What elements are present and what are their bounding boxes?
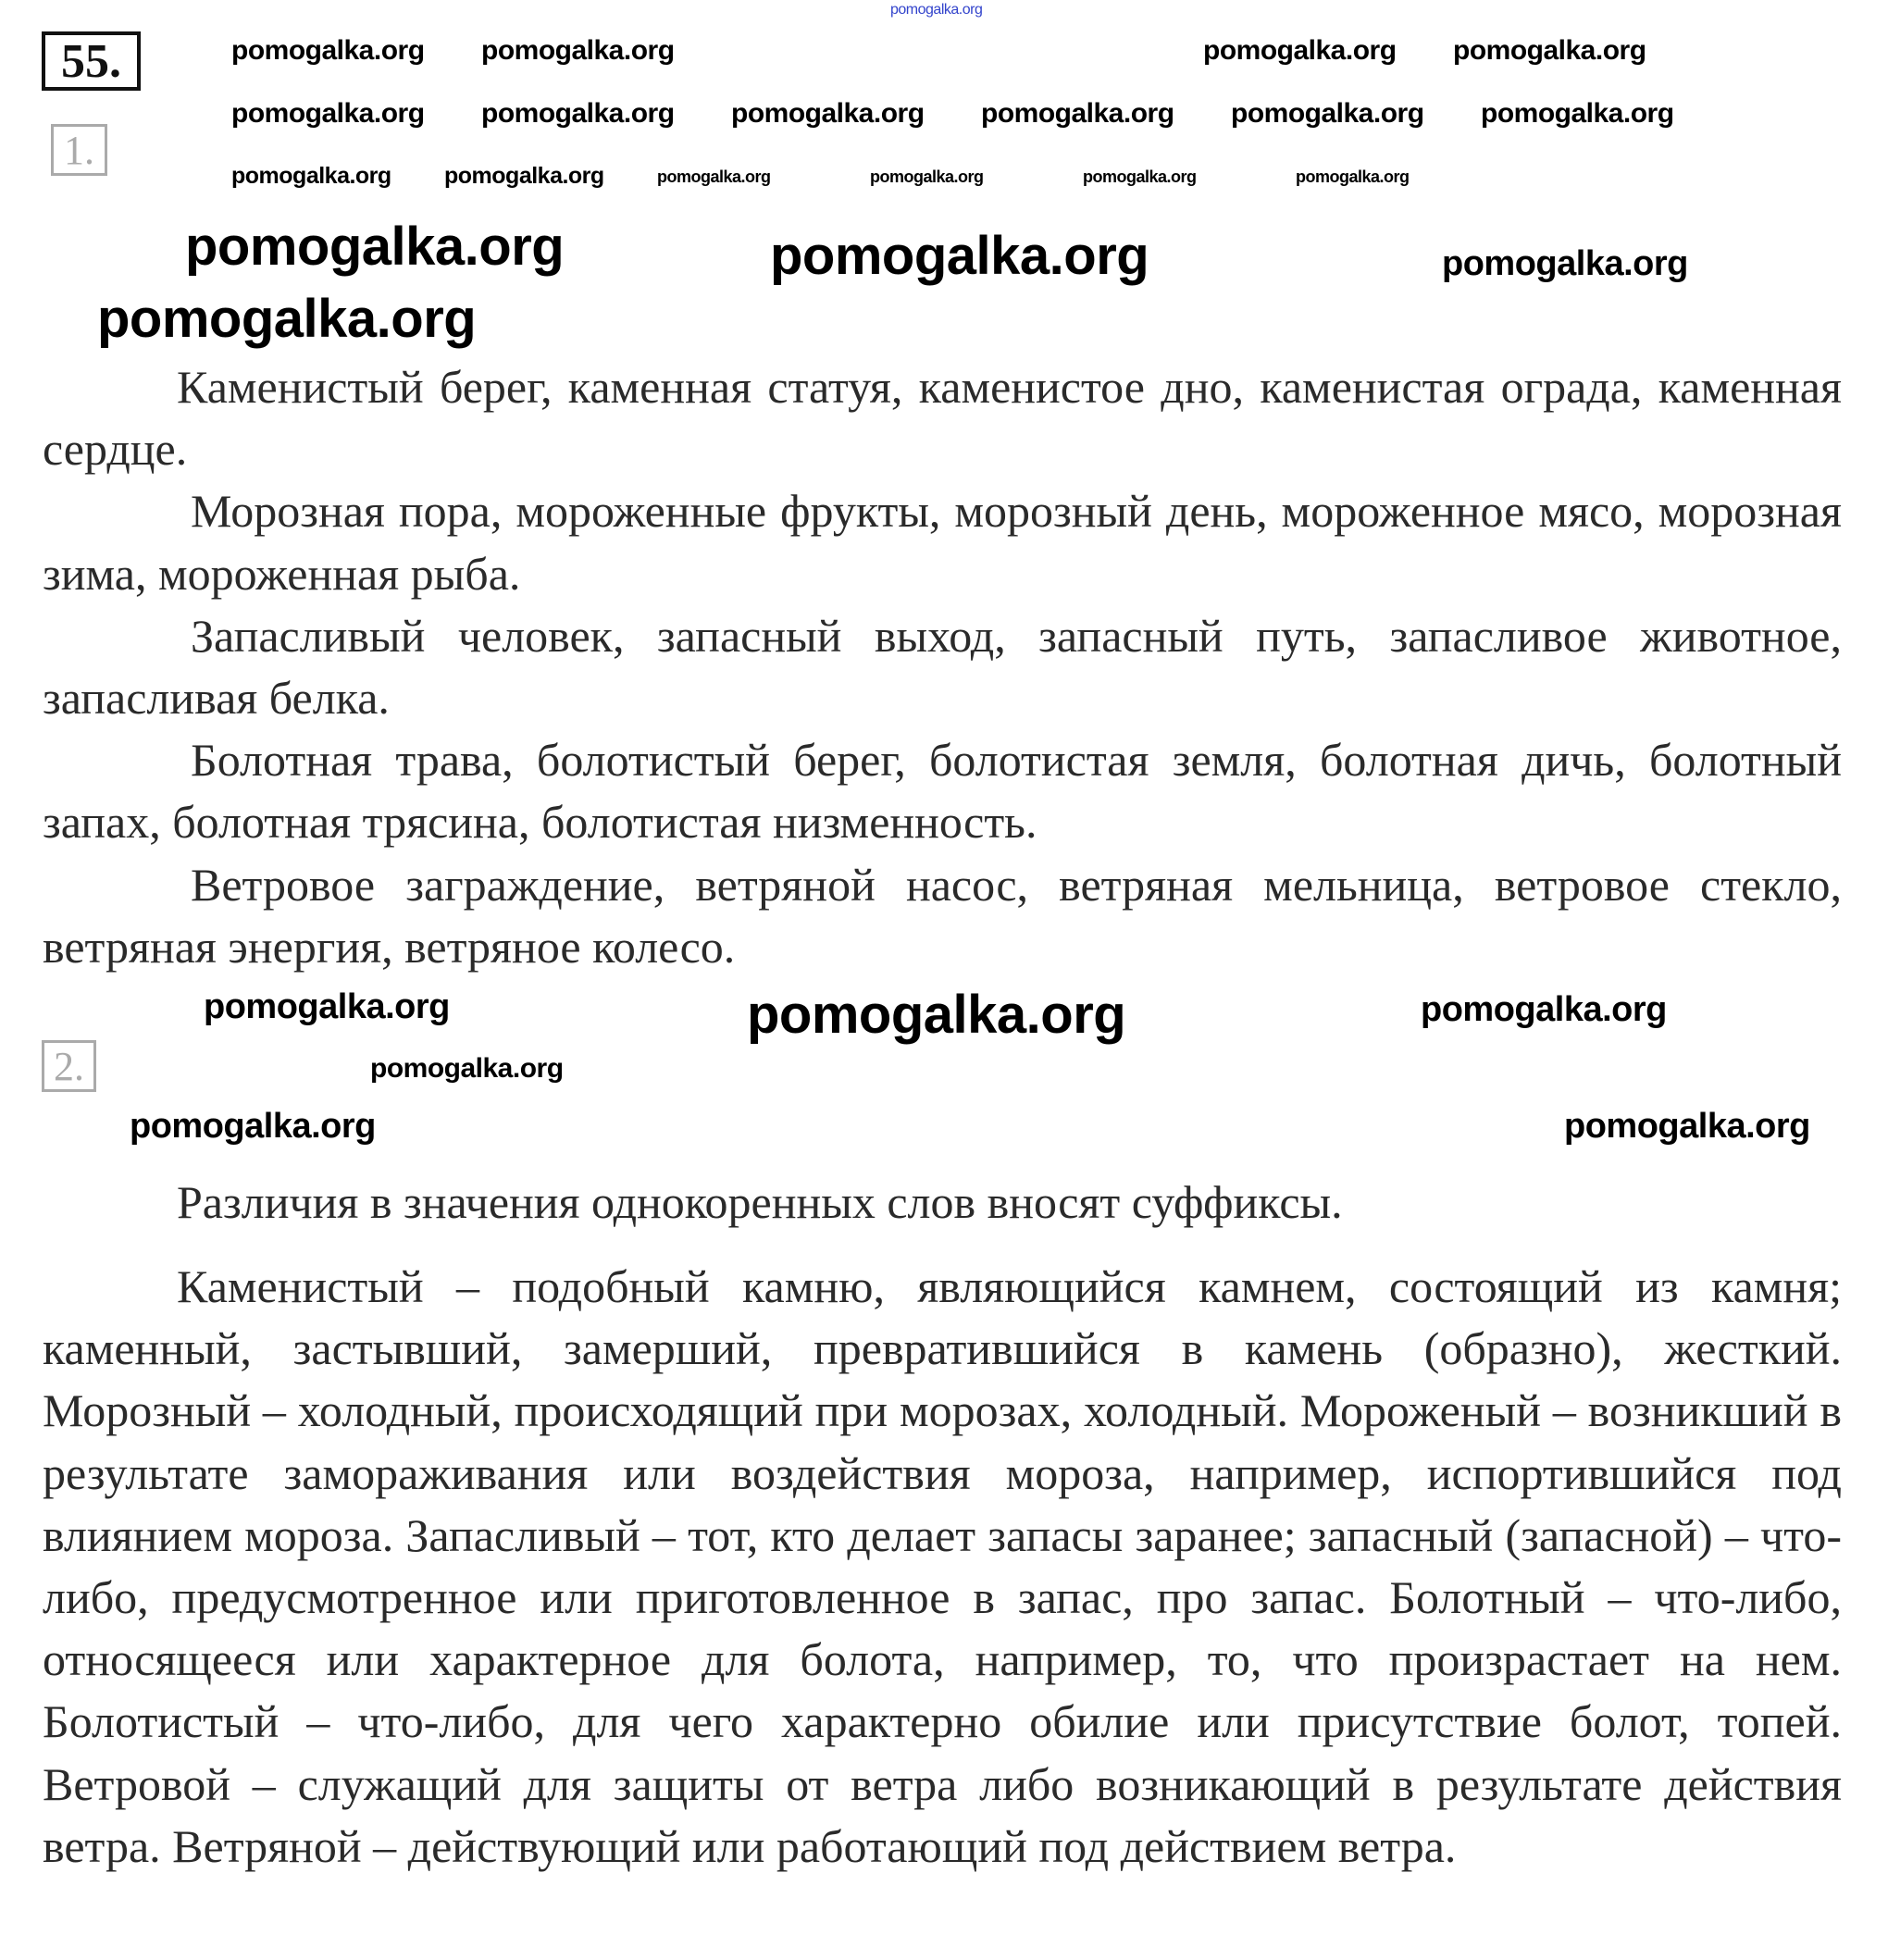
paragraph: Ветровое заграждение, ветряной насос, ветряная мельница, ветровое стекло, ветряная энергия, ветряное колесо.: [43, 858, 1842, 973]
watermark: pomogalka.org: [657, 167, 771, 186]
watermark: pomogalka.org: [870, 167, 984, 186]
watermark: pomogalka.org: [1481, 98, 1674, 129]
watermark: pomogalka.org: [97, 289, 477, 349]
watermark: pomogalka.org: [130, 1107, 376, 1146]
watermark: pomogalka.org: [1453, 35, 1646, 66]
watermark: pomogalka.org: [481, 98, 675, 129]
section-1-label: 1.: [51, 124, 107, 176]
watermark: pomogalka.org: [481, 35, 675, 66]
watermark: pomogalka.org: [1564, 1107, 1810, 1146]
paragraph: Каменистый берег, каменная статуя, каменистое дно, каменистая ограда, каменная сердце.: [43, 361, 1842, 476]
watermark: pomogalka.org: [1231, 98, 1424, 129]
section-2-label: 2.: [42, 1040, 96, 1092]
watermark: pomogalka.org: [444, 163, 604, 189]
paragraph: Каменистый – подобный камню, являющийся камнем, состоящий из камня; каменный, застывший, замерший, превратившийся в камень (образно), жесткий. Морозный – холодный, происходящий при морозах, холодный. Мороженый – возникший в результате замораживания или воздействия мороза, например, испортившийся под влиянием мороза. Запасливый – тот, кто делает запасы заранее; запасный (запасной) – что-либо, предусмотренное или приготовленное в запас, про запас. Болотный – что-либо, относящееся или характерное для болота, например, то, что произрастает на нем. Болотистый – что-либо, для чего характерно обилие или присутствие болот, топей. Ветровой – служащий для защиты от ветра либо возникающий в результате действия ветра. Ветряной – действующий или работающий под действием ветра.: [43, 1260, 1842, 1872]
section-2-intro: [43, 1172, 1842, 1234]
exercise-number: 55.: [42, 31, 141, 91]
watermark: pomogalka.org: [231, 163, 391, 189]
watermark: pomogalka.org: [1203, 35, 1397, 66]
paragraph: Различия в значения однокоренных слов вносят суффиксы.: [177, 1176, 1343, 1228]
paragraph: Морозная пора, мороженные фрукты, морозный день, мороженное мясо, морозная зима, мороженная рыба.: [43, 485, 1842, 600]
watermark: pomogalka.org: [981, 98, 1174, 129]
watermark: pomogalka.org: [185, 217, 565, 277]
watermark: pomogalka.org: [1442, 244, 1688, 283]
watermark: pomogalka.org: [731, 98, 925, 129]
paragraph: Запасливый человек, запасный выход, запасный путь, запасливое животное, запасливая белка.: [43, 609, 1842, 725]
watermark: pomogalka.org: [1083, 167, 1197, 186]
watermark: pomogalka.org: [231, 98, 425, 129]
watermark: pomogalka.org: [1421, 990, 1667, 1029]
watermark: pomogalka.org: [1296, 167, 1410, 186]
watermark: pomogalka.org: [770, 226, 1149, 286]
watermark: pomogalka.org: [747, 985, 1126, 1045]
section-2-text: [43, 1256, 1842, 1878]
paragraph: Болотная трава, болотистый берег, болотистая земля, болотная дичь, болотный запах, болотная трясина, болотистая низменность.: [43, 734, 1842, 849]
watermark: pomogalka.org: [890, 2, 983, 18]
watermark: pomogalka.org: [370, 1053, 564, 1084]
section-1-text: [43, 356, 1842, 978]
watermark: pomogalka.org: [231, 35, 425, 66]
watermark: pomogalka.org: [204, 987, 450, 1026]
